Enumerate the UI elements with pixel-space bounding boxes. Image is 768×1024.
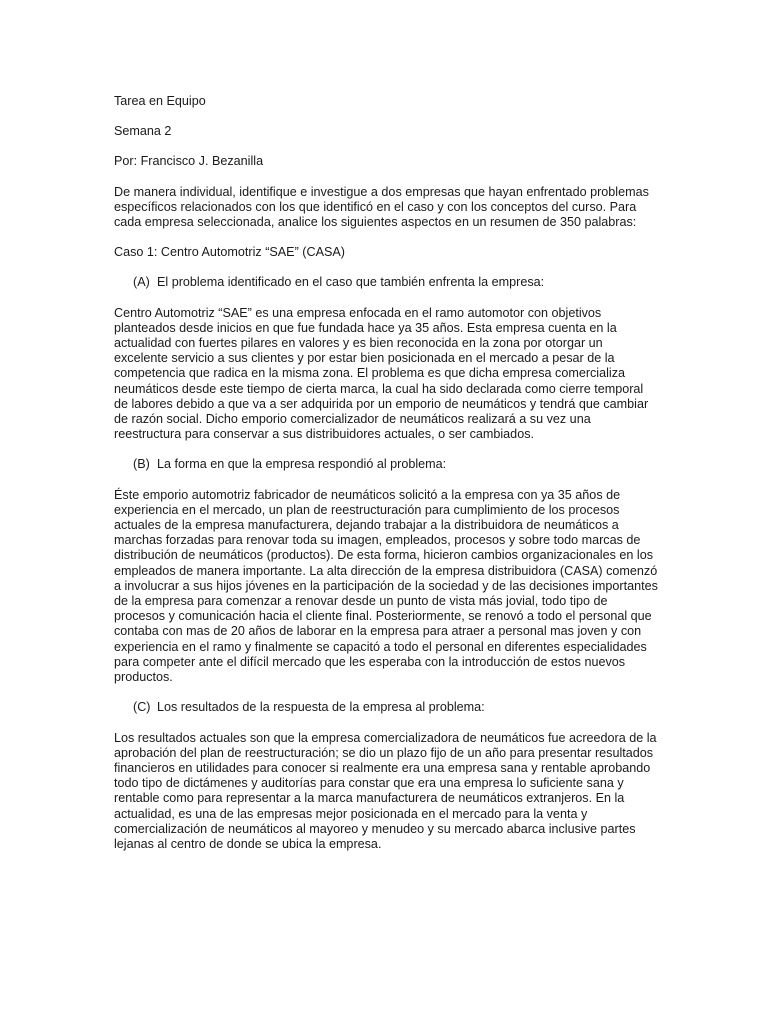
author-line: Por: Francisco J. Bezanilla — [114, 154, 264, 169]
assignment-title: Tarea en Equipo — [114, 94, 206, 108]
week-label: Semana 2 — [114, 124, 172, 139]
section-b-heading — [114, 457, 659, 472]
section-c-heading-text: Los resultados de la respuesta de la empresa al problema: — [157, 700, 485, 715]
section-a-body: Centro Automotriz “SAE” es una empresa enfocada en el ramo automotor con objetivos planteados desde inicios en que fue fundada hace ya 35 años. Esta empresa cuenta en la actualidad con fuertes pilares en valores y es bien reconocida en la zona por otorgar un excelente servicio a sus clientes y por estar bien posicionada en el mercado a pesar de la competencia que radica en la misma zona. El problema es que dicha empresa comercializa neumáticos desde este tiempo de cierta marca, la cual ha sido declarada como cierre temporal de labores debido a que va a ser adquirida por un emporio de neumáticos y tendrá que cambiar de razón social. Dicho emporio comercializador de neumáticos realizará a su vez una reestructura para conservar a sus distribuidores actuales, o ser cambiados. — [114, 305, 649, 442]
section-c-heading — [114, 700, 659, 715]
section-b-heading-text: La forma en que la empresa respondió al problema: — [157, 457, 447, 472]
section-a-heading-text: El problema identificado en el caso que también enfrenta la empresa: — [157, 275, 545, 290]
section-a-heading — [114, 275, 659, 290]
section-c-tag: (C) — [133, 700, 151, 715]
section-c-body: Los resultados actuales son que la empresa comercializadora de neumáticos fue acreedora de la aprobación del plan de reestructuración; se dio un plazo fijo de un año para presentar resultados financieros en utilidades para conocer si realmente era una empresa sana y rentable aprobando todo tipo de dictámenes y auditorías para constar que era una empresa lo suficiente sana y rentable como para representar a la marca manufacturera de neumáticos extranjeros. En la actualidad, es una de las empresas mejor posicionada en el mercado para la venta y comercialización de neumáticos al mayoreo y menudeo y su mercado abarca inclusive partes lejanas al centro de donde se ubica la empresa. — [114, 730, 657, 851]
intro-paragraph: De manera individual, identifique e investigue a dos empresas que hayan enfrentado problemas específicos relacionados con los que identificó en el caso y con los conceptos del curso. Para cada empresa seleccionada, analice los siguientes aspectos en un resumen de 350 palabras: — [114, 184, 649, 230]
section-b-body: Éste emporio automotriz fabricador de neumáticos solicitó a la empresa con ya 35 años de experiencia en el mercado, un plan de reestructuración para cumplimiento de los procesos actuales de la empresa manufacturera, dejando trabajar a la distribuidora de neumáticos a marchas forzadas para renovar toda su imagen, empleados, procesos y sobre todo marcas de distribución de neumáticos (productos). De esta forma, hicieron cambios organizacionales en los empleados de manera importante. La alta dirección de la empresa distribuidora (CASA) comenzó a involucrar a sus hijos jóvenes en la participación de la sociedad y de las decisiones importantes de la empresa para comenzar a renovar desde un punto de vista más jovial, todo tipo de procesos y comunicación hacia el cliente final. Posteriormente, se renovó a todo el personal que contaba con mas de 20 años de laborar en la empresa para atraer a personal mas joven y con experiencia en el ramo y finalmente se capacitó a todo el personal en diferentes especialidades para competer ante el difícil mercado que les esperaba con la introducción de estos nuevos productos. — [114, 487, 658, 685]
section-a-tag: (A) — [133, 275, 150, 290]
document-page — [114, 94, 659, 867]
case-title: Caso 1: Centro Automotriz “SAE” (CASA) — [114, 245, 345, 260]
section-b-tag: (B) — [133, 457, 150, 472]
